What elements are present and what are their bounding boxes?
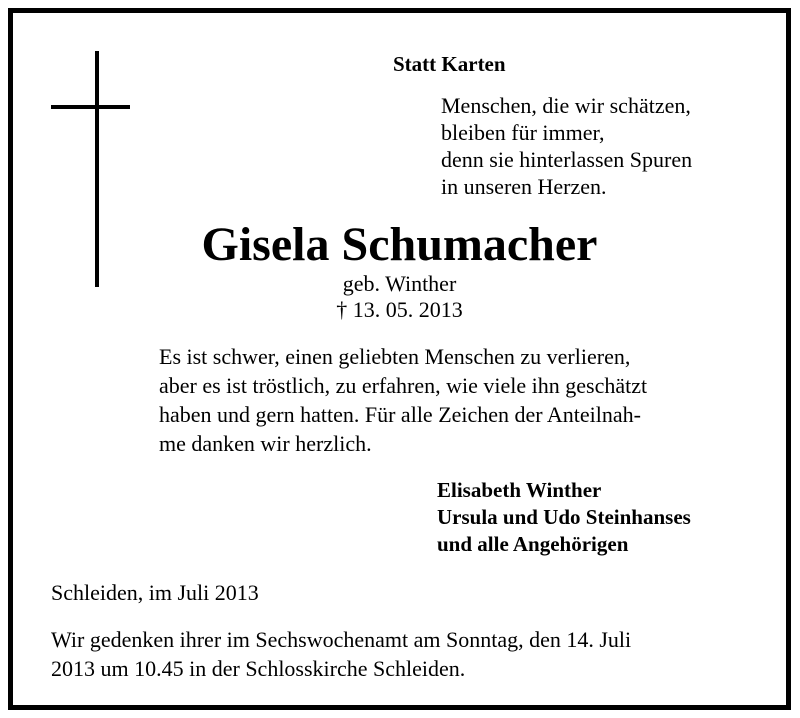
service-line: Wir gedenken ihrer im Sechswochenamt am Sonntag, den 14. Juli [51, 627, 632, 652]
service-line: 2013 um 10.45 in der Schlosskirche Schleiden. [51, 656, 466, 681]
signers [437, 477, 691, 558]
birth-name: geb. Winther [342, 271, 457, 296]
thank-you-message [159, 342, 647, 458]
verse [441, 92, 692, 200]
deceased-name: Gisela Schumacher [201, 218, 598, 271]
signer-line: Ursula und Udo Steinhanses [437, 505, 691, 529]
verse-line: in unseren Herzen. [441, 174, 607, 199]
signer-line: Elisabeth Winther [437, 478, 602, 502]
place-date: Schleiden, im Juli 2013 [51, 580, 259, 605]
verse-line: Menschen, die wir schätzen, [441, 93, 691, 118]
memorial-service-info [51, 625, 631, 683]
verse-line: bleiben für immer, [441, 120, 605, 145]
cross-horizontal-bar [51, 105, 130, 109]
signer-line: und alle Angehörigen [437, 532, 629, 556]
obituary-notice [8, 8, 791, 710]
message-line: haben und gern hatten. Für alle Zeichen der Anteilnah- [159, 402, 641, 427]
message-line: aber es ist tröstlich, zu erfahren, wie viele ihn geschätzt [159, 373, 648, 398]
notice-heading: Statt Karten [393, 52, 506, 76]
verse-line: denn sie hinterlassen Spuren [441, 147, 693, 172]
death-date: † 13. 05. 2013 [336, 297, 463, 322]
message-line: me danken wir herzlich. [159, 431, 372, 456]
message-line: Es ist schwer, einen geliebten Menschen zu verlieren, [159, 344, 631, 369]
